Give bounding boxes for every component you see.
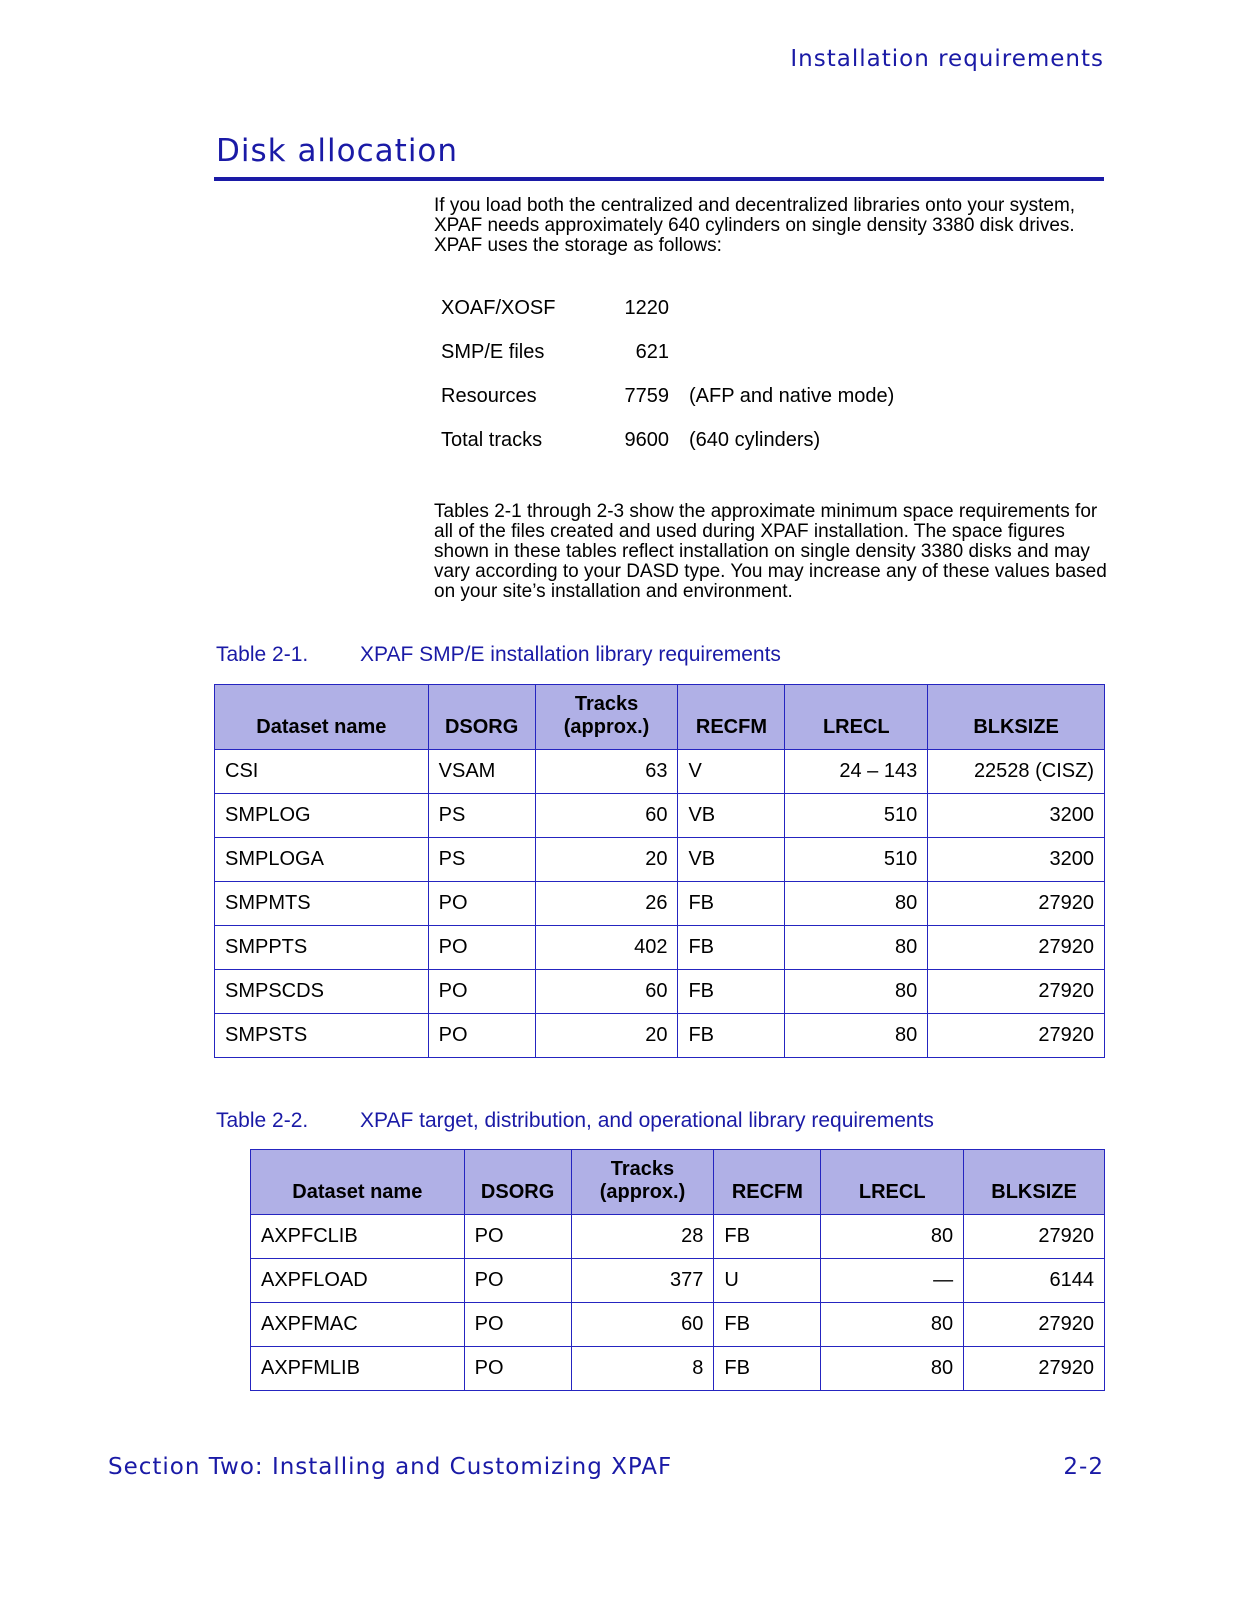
cell-dataset: SMPPTS bbox=[215, 926, 429, 970]
cell-blksize: 27920 bbox=[928, 926, 1105, 970]
cell-lrecl: 80 bbox=[785, 926, 928, 970]
cell-blksize: 27920 bbox=[964, 1347, 1105, 1391]
cell-dataset: SMPSTS bbox=[215, 1014, 429, 1058]
cell-dsorg: PO bbox=[464, 1259, 571, 1303]
table-row bbox=[215, 882, 1105, 926]
cell-blksize: 3200 bbox=[928, 794, 1105, 838]
table-row bbox=[251, 1259, 1105, 1303]
footer-page-number: 2-2 bbox=[1063, 1454, 1104, 1480]
running-header: Installation requirements bbox=[790, 46, 1104, 72]
cell-dataset: AXPFMLIB bbox=[251, 1347, 465, 1391]
table1-number: Table 2-1. bbox=[216, 643, 309, 666]
table-row bbox=[215, 970, 1105, 1014]
usage-value: 621 bbox=[635, 340, 669, 363]
table-header-row bbox=[215, 685, 1105, 750]
cell-dsorg: PS bbox=[428, 838, 535, 882]
col-header-lrecl: LRECL bbox=[821, 1150, 964, 1215]
usage-label: Total tracks bbox=[441, 428, 543, 451]
table1-title: XPAF SMP/E installation library requirements bbox=[360, 643, 781, 666]
cell-blksize: 6144 bbox=[964, 1259, 1105, 1303]
cell-tracks: 60 bbox=[535, 970, 678, 1014]
table2-title: XPAF target, distribution, and operational library requirements bbox=[360, 1109, 934, 1132]
cell-dataset: SMPSCDS bbox=[215, 970, 429, 1014]
cell-tracks: 20 bbox=[535, 1014, 678, 1058]
usage-label: Resources bbox=[441, 384, 537, 407]
cell-lrecl: 24 – 143 bbox=[785, 750, 928, 794]
table1 bbox=[214, 684, 1105, 1058]
cell-lrecl: 80 bbox=[785, 1014, 928, 1058]
title-rule bbox=[214, 177, 1104, 181]
cell-lrecl: 80 bbox=[785, 882, 928, 926]
cell-dataset: AXPFLOAD bbox=[251, 1259, 465, 1303]
cell-lrecl: 80 bbox=[821, 1303, 964, 1347]
cell-blksize: 27920 bbox=[964, 1215, 1105, 1259]
col-header-recfm: RECFM bbox=[714, 1150, 821, 1215]
cell-tracks: 63 bbox=[535, 750, 678, 794]
storage-usage-list bbox=[441, 286, 894, 462]
cell-tracks: 60 bbox=[535, 794, 678, 838]
cell-tracks: 26 bbox=[535, 882, 678, 926]
cell-lrecl: 510 bbox=[785, 838, 928, 882]
cell-recfm: VB bbox=[678, 838, 785, 882]
footer-section-label: Section Two: Installing and Customizing XPAF bbox=[108, 1454, 673, 1480]
col-header-blksize: BLKSIZE bbox=[964, 1150, 1105, 1215]
cell-tracks: 377 bbox=[571, 1259, 714, 1303]
cell-recfm: U bbox=[714, 1259, 821, 1303]
cell-lrecl: 80 bbox=[785, 970, 928, 1014]
col-header-dataset: Dataset name bbox=[251, 1150, 465, 1215]
cell-lrecl: 510 bbox=[785, 794, 928, 838]
storage-usage-row bbox=[441, 330, 894, 374]
cell-blksize: 27920 bbox=[964, 1303, 1105, 1347]
cell-recfm: FB bbox=[714, 1303, 821, 1347]
table-row bbox=[215, 750, 1105, 794]
cell-recfm: V bbox=[678, 750, 785, 794]
tables-paragraph: Tables 2-1 through 2-3 show the approximate minimum space requirements for all of the files created and used during XPAF installation. The space figures shown in these tables reflect installation on single density 3380 disks and may vary according to your DASD type. You may increase any of these values based on your site’s installation and environment. bbox=[434, 501, 1107, 602]
cell-blksize: 27920 bbox=[928, 1014, 1105, 1058]
table-header-row bbox=[251, 1150, 1105, 1215]
usage-value: 9600 bbox=[624, 428, 669, 451]
cell-dsorg: VSAM bbox=[428, 750, 535, 794]
storage-usage-row bbox=[441, 374, 894, 418]
cell-tracks: 28 bbox=[571, 1215, 714, 1259]
col-header-blksize: BLKSIZE bbox=[928, 685, 1105, 750]
cell-dataset: SMPMTS bbox=[215, 882, 429, 926]
table-row bbox=[215, 926, 1105, 970]
cell-dataset: AXPFCLIB bbox=[251, 1215, 465, 1259]
col-header-recfm: RECFM bbox=[678, 685, 785, 750]
table-row bbox=[251, 1215, 1105, 1259]
cell-tracks: 8 bbox=[571, 1347, 714, 1391]
table-row bbox=[251, 1347, 1105, 1391]
cell-dsorg: PS bbox=[428, 794, 535, 838]
col-header-lrecl: LRECL bbox=[785, 685, 928, 750]
storage-usage-row bbox=[441, 418, 894, 462]
usage-value: 1220 bbox=[624, 296, 669, 319]
col-header-dsorg: DSORG bbox=[464, 1150, 571, 1215]
usage-note: (AFP and native mode) bbox=[689, 384, 895, 407]
cell-blksize: 3200 bbox=[928, 838, 1105, 882]
usage-label: SMP/E files bbox=[441, 340, 545, 363]
cell-lrecl: 80 bbox=[821, 1215, 964, 1259]
cell-blksize: 27920 bbox=[928, 882, 1105, 926]
cell-blksize: 27920 bbox=[928, 970, 1105, 1014]
cell-dataset: SMPLOG bbox=[215, 794, 429, 838]
table1-caption bbox=[216, 643, 781, 667]
cell-recfm: FB bbox=[714, 1347, 821, 1391]
col-header-tracks: Tracks (approx.) bbox=[535, 685, 678, 750]
table-row bbox=[215, 1014, 1105, 1058]
cell-dataset: AXPFMAC bbox=[251, 1303, 465, 1347]
cell-dsorg: PO bbox=[428, 926, 535, 970]
cell-dataset: CSI bbox=[215, 750, 429, 794]
table2-number: Table 2-2. bbox=[216, 1109, 309, 1132]
cell-blksize: 22528 (CISZ) bbox=[928, 750, 1105, 794]
cell-tracks: 60 bbox=[571, 1303, 714, 1347]
cell-dsorg: PO bbox=[464, 1215, 571, 1259]
cell-recfm: FB bbox=[678, 1014, 785, 1058]
usage-label: XOAF/XOSF bbox=[441, 296, 556, 319]
cell-dataset: SMPLOGA bbox=[215, 838, 429, 882]
intro-paragraph: If you load both the centralized and decentralized libraries onto your system, XPAF needs approximately 640 cylinders on single density 3380 disk drives. XPAF uses the storage as follows: bbox=[434, 195, 1076, 256]
table2 bbox=[250, 1149, 1105, 1391]
storage-usage-row bbox=[441, 286, 894, 330]
cell-tracks: 20 bbox=[535, 838, 678, 882]
usage-value: 7759 bbox=[624, 384, 669, 407]
cell-dsorg: PO bbox=[428, 970, 535, 1014]
col-header-dataset: Dataset name bbox=[215, 685, 429, 750]
cell-tracks: 402 bbox=[535, 926, 678, 970]
cell-recfm: FB bbox=[678, 926, 785, 970]
cell-dsorg: PO bbox=[428, 1014, 535, 1058]
col-header-dsorg: DSORG bbox=[428, 685, 535, 750]
cell-dsorg: PO bbox=[464, 1347, 571, 1391]
section-title: Disk allocation bbox=[216, 133, 459, 169]
cell-recfm: FB bbox=[678, 970, 785, 1014]
cell-recfm: FB bbox=[714, 1215, 821, 1259]
col-header-tracks: Tracks (approx.) bbox=[571, 1150, 714, 1215]
table-row bbox=[251, 1303, 1105, 1347]
cell-recfm: FB bbox=[678, 882, 785, 926]
usage-note bbox=[669, 286, 894, 330]
cell-lrecl: 80 bbox=[821, 1347, 964, 1391]
cell-lrecl: — bbox=[821, 1259, 964, 1303]
table2-caption bbox=[216, 1109, 934, 1133]
usage-note bbox=[669, 330, 894, 374]
cell-dsorg: PO bbox=[428, 882, 535, 926]
cell-dsorg: PO bbox=[464, 1303, 571, 1347]
cell-recfm: VB bbox=[678, 794, 785, 838]
table-row bbox=[215, 794, 1105, 838]
table-row bbox=[215, 838, 1105, 882]
usage-note: (640 cylinders) bbox=[689, 428, 821, 451]
